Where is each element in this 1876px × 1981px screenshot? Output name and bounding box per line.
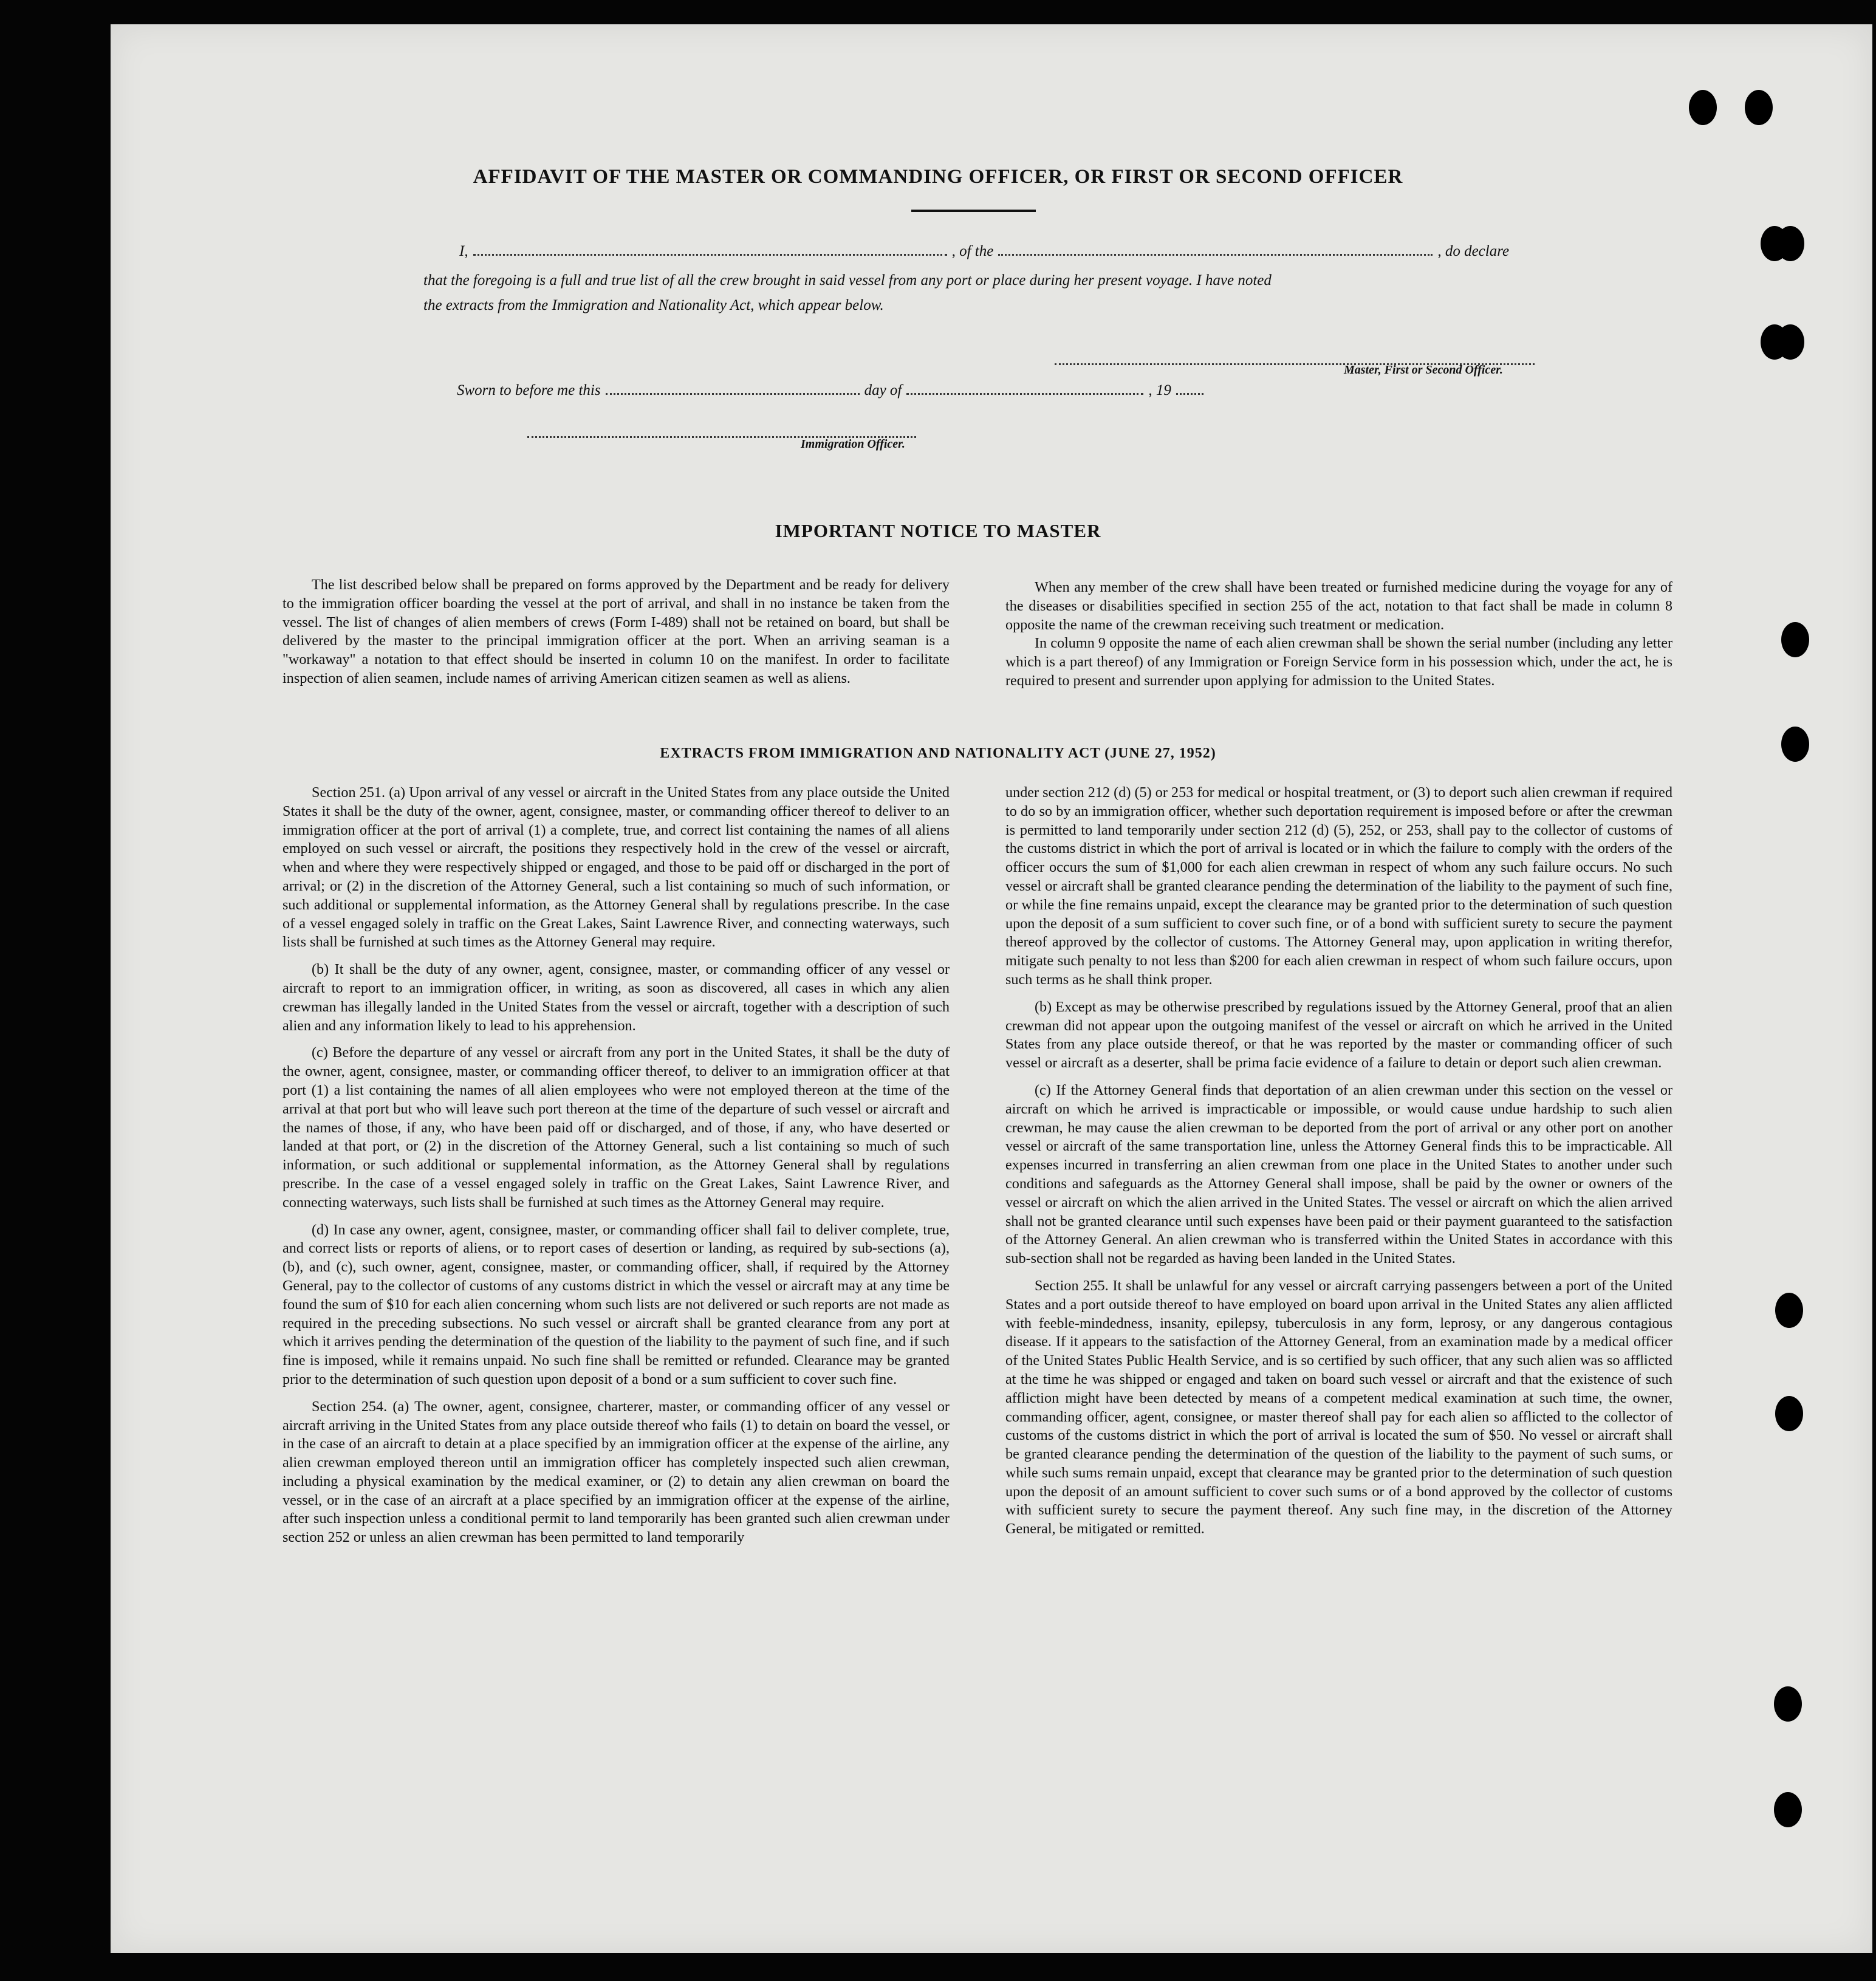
section-251c: (c) Before the departure of any vessel or aircraft from any port in the United States, it shall be the duty of the owner, agent, consignee, master, or commanding officer thereof, to deliver to an immigration officer at that port (1) a list containing the names of all alien employees who were not employed thereon at the time of the arrival at that port but who will leave such port thereon at the time of the departure of such vessel or aircraft and the names of those, if any, who have been paid off or discharged, and of those, if any, who have deserted or landed at that port, or (2) in the discretion of the Attorney General, such a list containing so much of such information, or such additional or supplemental information, as the Attorney General shall by regulations prescribe. In the case of a vessel engaged solely in traffic on the Great Lakes, Saint Lawrence River, and connecting waterways, such lists shall be furnished at such times as the Attorney General may require.: [282, 1044, 950, 1211]
punch-hole: [1776, 324, 1804, 360]
sworn-month-field[interactable]: [906, 392, 1143, 395]
section-255: Section 255. It shall be unlawful for any vessel or aircraft carrying passengers between a port of the United States and a port outside thereof to have employed on board upon arrival in the United States any alien afflicted with feeble-mindedness, insanity, epilepsy, tuberculosis in any form, leprosy, or any dangerous contagious disease. If it appears to the satisfaction of the Attorney General, from an examination made by a medical officer of the United States Public Health Service, and is so certified by such officer, that any such alien was so afflicted at the time he was shipped or engaged and taken on board such vessel or aircraft and that the existence of such affliction might have been detected by means of a competent medical examination at such time, the owner, commanding officer, agent, consignee, or master thereof shall pay for each alien so afflicted to the collector of customs of the customs district in which the port of arrival is located the sum of $50. No vessel or aircraft shall be granted clearance pending the determination of the question of the liability to the payment of such sums, or while such sums remain unpaid, except that clearance may be granted prior to the determination of such question upon the deposit of an amount sufficient to cover such sums or of a bond approved by the collector of customs with sufficient surety to secure the payment thereof. Any such fine may, in the discretion of the Attorney General, be mitigated or remitted.: [1005, 1277, 1672, 1538]
punch-hole: [1774, 1686, 1802, 1722]
punch-hole: [1781, 622, 1809, 657]
notice-paragraph: When any member of the crew shall have been treated or furnished medicine during the voyage for any of the diseases or disabilities specified in section 255 of the act, notation to that fact shall be made in column 8 opposite the name of the crewman receiving such treatment or medication.: [1005, 579, 1672, 633]
notice-paragraph: The list described below shall be prepared on forms approved by the Department and be ready for delivery to the immigration officer boarding the vessel at the port of arrival, and shall in no instance be taken from the vessel. The list of changes of alien members of crews (Form I-489) shall not be retained on board, but shall be delivered by the master to the principal immigration officer at the port. When an arriving seaman is a "workaway" a notation to that effect should be inserted in column 10 on the manifest. In order to facilitate inspection of alien seamen, include names of arriving American citizen seamen as well as aliens.: [282, 577, 950, 686]
act-right-column: [1005, 784, 1672, 1539]
sworn-end: , 19: [1148, 382, 1171, 399]
punch-hole: [1745, 90, 1773, 125]
extracts-title: EXTRACTS FROM IMMIGRATION AND NATIONALITY ACT (JUNE 27, 1952): [660, 745, 1216, 761]
section-251a: Section 251. (a) Upon arrival of any vessel or aircraft in the United States from any place outside the United States it shall be the duty of the owner, agent, consignee, master, or commanding officer thereof to deliver to an immigration officer at the port of arrival (1) a complete, true, and correct list containing the names of all aliens employed on such vessel or aircraft, the positions they respectively hold in the crew of the vessel or aircraft, when and where they were respectively shipped or engaged, and those to be paid off or discharged in the port of arrival; or (2) in the discretion of the Attorney General, such a list containing so much of such information, or such additional or supplemental information, as the Attorney General shall by regulations prescribe. In the case of a vessel engaged solely in traffic on the Great Lakes, Saint Lawrence River, and connecting waterways, such lists shall be furnished at such times as the Attorney General may require.: [282, 784, 950, 951]
master-signature-caption: Master, First or Second Officer.: [1344, 363, 1503, 377]
notice-right-column: [1005, 578, 1672, 691]
notice-left-column: [282, 576, 950, 688]
section-251d: (d) In case any owner, agent, consignee, master, or commanding officer shall fail to deliver complete, true, and correct lists or reports of aliens, or to report cases of desertion or landing, as required by sub-sections (a), (b), and (c), such owner, agent, consignee, master, or commanding officer, shall, if required by the Attorney General, pay to the collector of customs of any customs district in which the vessel or aircraft may at any time be found the sum of $10 for each alien concerning whom such lists are not delivered or such reports are not made as required in the preceding subsections. No such vessel or aircraft shall be granted clearance from any port at which it arrives pending the determination of the question of the liability to the payment of such fine, and if such fine is imposed, while it remains unpaid. No such fine shall be remitted or refunded. Clearance may be granted prior to the determination of such question upon deposit of a bond or a sum sufficient to cover such fine.: [282, 1221, 950, 1387]
punch-hole: [1689, 90, 1717, 125]
section-254a-continued: under section 212 (d) (5) or 253 for medical or hospital treatment, or (3) to deport such alien crewman if required to do so by an immigration officer, whether such deportation requirement is imposed before or after the crewman is permitted to land temporarily under section 212 (d) (5), 252, or 253, shall pay to the collector of customs of the customs district in which the port of arrival is located or in which the failure to comply with the orders of the officer occurs the sum of $1,000 for each alien crewman in respect of whom any such failure occurs. No such vessel or aircraft shall be granted clearance pending the determination of the liability to the payment of such fine, or while the fine remains unpaid, except the clearance may be granted prior to the determination of such question upon the deposit of a sum sufficient to cover such fine, or of a bond with sufficient surety to secure the payment thereof approved by the collector of customs. The Attorney General may, upon application in writing therefor, mitigate such penalty to not less than $200 for each alien crewman in respect of whom such failure occurs, upon such terms as he shall think proper.: [1005, 784, 1672, 988]
title-underline: [911, 210, 1036, 212]
sworn-line: [457, 382, 1208, 399]
declarant-name-field[interactable]: [473, 253, 947, 256]
section-254a: Section 254. (a) The owner, agent, consignee, charterer, master, or commanding officer of any vessel or aircraft arriving in the United States from any place outside thereof who fails (1) to detain on board the vessel, or in the case of an aircraft to detain at a place specified by an immigration officer at the expense of the airline, any alien crewman employed thereon until an immigration officer has completely inspected such alien crewman, including a physical examination by the medical examiner, or (2) to detain any alien crewman on board the vessel, or in the case of an aircraft at a place specified by an immigration officer at the expense of the airline, after such inspection unless a conditional permit to land temporarily has been granted such alien crewman under section 252 or unless an alien crewman has been permitted to land temporarily: [282, 1398, 950, 1546]
sworn-mid: day of: [864, 382, 902, 399]
punch-hole: [1775, 1396, 1803, 1431]
declaration-start: I,: [459, 243, 468, 259]
section-251b: (b) It shall be the duty of any owner, agent, consignee, master, or commanding officer of any vessel or aircraft to report to an immigration officer, in writing, as soon as discovered, all cases in which any alien crewman has illegally landed in the United States from the vessel or aircraft, together with a description of such alien and any information likely to lead to his apprehension.: [282, 961, 950, 1034]
affidavit-text-line-2: that the foregoing is a full and true list of all the crew brought in said vessel from any port or place during her present voyage. I have noted: [423, 272, 1272, 289]
sworn-year-field[interactable]: [1176, 392, 1203, 395]
affidavit-title: AFFIDAVIT OF THE MASTER OR COMMANDING OFFICER, OR FIRST OR SECOND OFFICER: [473, 166, 1403, 188]
act-left-column: [282, 784, 950, 1547]
section-254b: (b) Except as may be otherwise prescribed by regulations issued by the Attorney General, proof that an alien crewman did not appear upon the outgoing manifest of the vessel or aircraft on which he arrived in the United States from any place outside thereof, or that he was reported by the master or commanding officer of such vessel or aircraft as a deserter, shall be prima facie evidence of a failure to detain or deport such alien crewman.: [1005, 998, 1672, 1072]
immigration-officer-caption: Immigration Officer.: [801, 437, 905, 451]
punch-hole: [1775, 1293, 1803, 1328]
vessel-name-field[interactable]: [998, 253, 1433, 256]
punch-hole: [1776, 226, 1804, 261]
affidavit-declaration-line: [459, 243, 1509, 260]
sworn-start: Sworn to before me this: [457, 382, 601, 399]
declaration-end: , do declare: [1437, 243, 1510, 259]
sworn-day-field[interactable]: [606, 392, 860, 395]
notice-title: IMPORTANT NOTICE TO MASTER: [775, 520, 1101, 541]
notice-paragraph: In column 9 opposite the name of each alien crewman shall be shown the serial number (including any letter which is a part thereof) of any Immigration or Foreign Service form in his possession which, under the act, he is required to present and surrender upon applying for admission to the United States.: [1005, 635, 1672, 689]
declaration-mid: , of the: [951, 243, 994, 259]
affidavit-text-line-3: the extracts from the Immigration and Nationality Act, which appear below.: [423, 297, 884, 313]
section-254c: (c) If the Attorney General finds that deportation of an alien crewman under this section on the vessel or aircraft on which he arrived is impracticable or impossible, or would cause undue hardship to such alien crewman, he may cause the alien crewman to be deported from the port of arrival or any other port on another vessel or aircraft of the same transportation line, unless the Attorney General finds this to be impracticable. All expenses incurred in transferring an alien crewman from one place in the United States to another under such conditions and safeguards as the Attorney General shall impose, shall be paid by the owner or owners of the vessel or aircraft on which the alien arrived in the United States. The vessel or aircraft on which the alien arrived shall not be granted clearance until such expenses have been paid or their payment guaranteed to the satisfaction of the Attorney General. An alien crewman who is transferred within the United States in accordance with this sub-section shall not be regarded as having been landed in the United States.: [1005, 1081, 1672, 1267]
punch-hole: [1774, 1792, 1802, 1827]
